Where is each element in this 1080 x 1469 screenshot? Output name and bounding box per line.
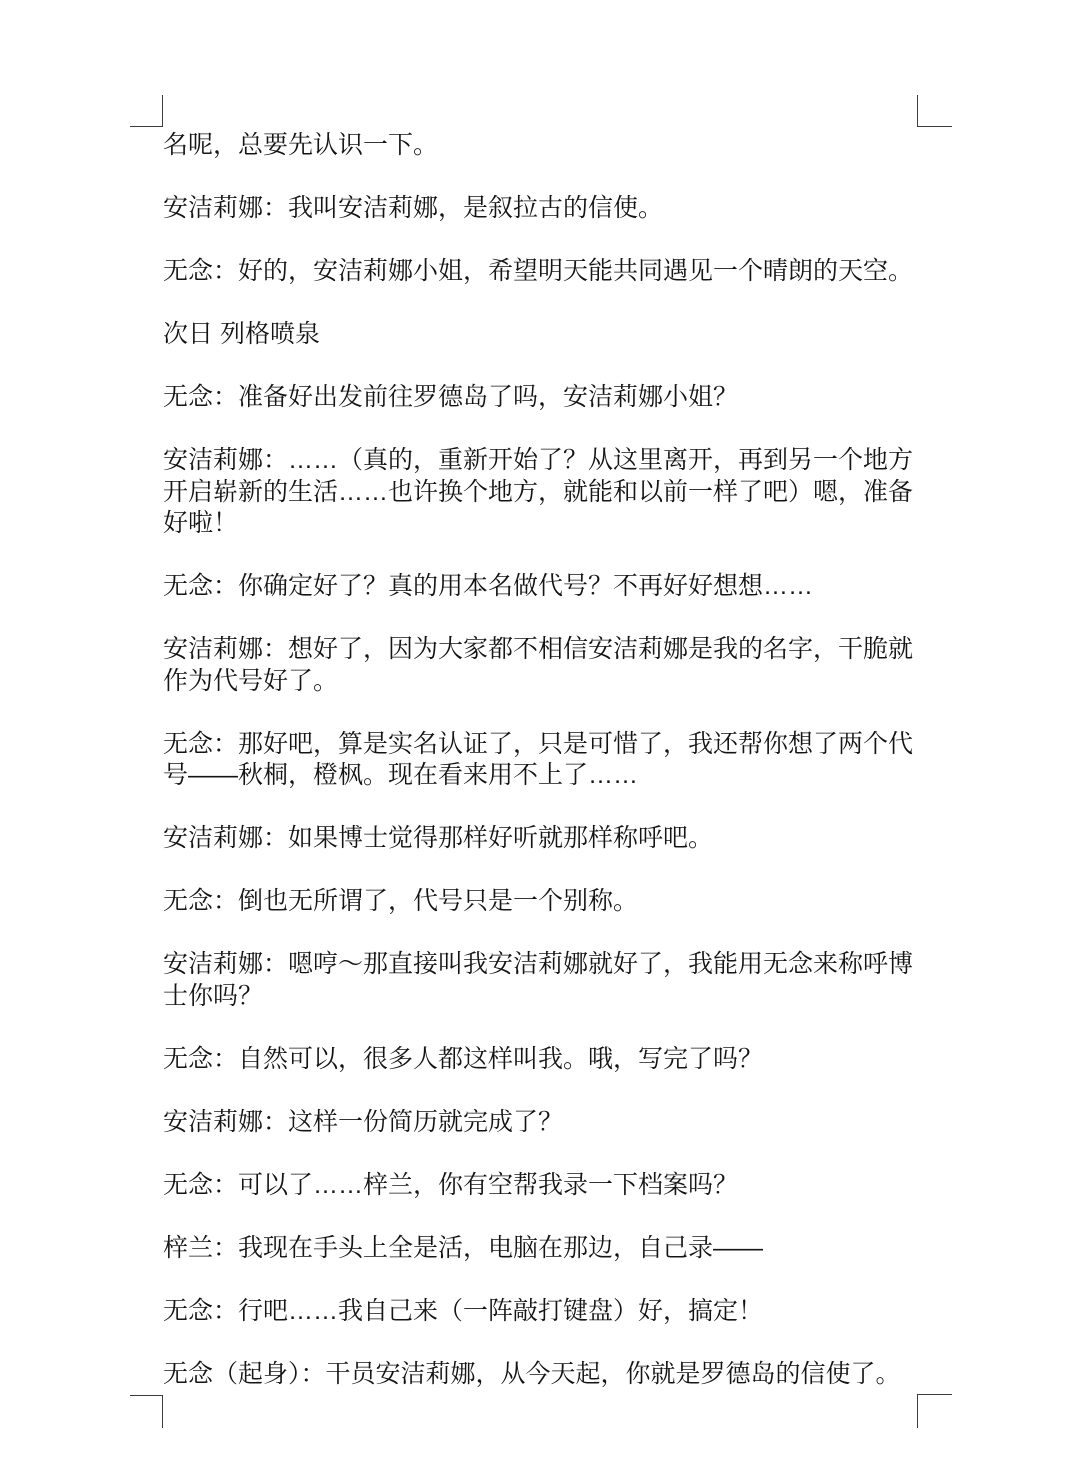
text-boundary-mark-top-left — [130, 95, 163, 127]
text-boundary-mark-top-right — [917, 95, 952, 127]
text-boundary-mark-bottom-left — [130, 1395, 163, 1428]
dialogue-paragraph: 无念：倒也无所谓了，代号只是一个别称。 — [163, 887, 639, 915]
dialogue-paragraph: 安洁莉娜：我叫安洁莉娜，是叙拉古的信使。 — [163, 194, 664, 222]
dialogue-paragraph: 安洁莉娜：……（真的，重新开始了？从这里离开，再到另一个地方开启崭新的生活……也许换个地方，就能和以前一样了吧）嗯，准备好啦！ — [163, 446, 914, 537]
text-boundary-mark-bottom-right — [917, 1394, 952, 1428]
dialogue-paragraph: 无念：你确定好了？真的用本名做代号？不再好好想想…… — [163, 572, 814, 600]
dialogue-paragraph: 无念：可以了……梓兰，你有空帮我录一下档案吗？ — [163, 1170, 739, 1199]
dialogue-paragraph: 梓兰：我现在手头上全是活，电脑在那边，自己录—— — [163, 1233, 764, 1262]
dialogue-paragraph: 安洁莉娜：如果博士觉得那样好听就那样称呼吧。 — [163, 824, 714, 852]
dialogue-paragraph: 安洁莉娜：这样一份简历就完成了？ — [163, 1107, 564, 1136]
dialogue-paragraph: 无念：好的，安洁莉娜小姐，希望明天能共同遇见一个晴朗的天空。 — [163, 257, 914, 285]
dialogue-paragraph: 安洁莉娜：想好了，因为大家都不相信安洁莉娜是我的名字，干脆就作为代号好了。 — [163, 635, 914, 695]
dialogue-paragraph: 无念（起身）：干员安洁莉娜，从今天起，你就是罗德岛的信使了。 — [163, 1359, 901, 1388]
document-text-area — [163, 130, 917, 1390]
dialogue-paragraph: 无念：自然可以，很多人都这样叫我。哦，写完了吗？ — [163, 1044, 764, 1073]
paragraph-continuation: 名呢，总要先认识一下。 — [163, 131, 439, 159]
dialogue-paragraph: 无念：那好吧，算是实名认证了，只是可惜了，我还帮你想了两个代号——秋桐，橙枫。现在看来用不上了…… — [163, 729, 914, 789]
scene-heading: 次日 列格喷泉 — [163, 320, 320, 348]
dialogue-paragraph: 安洁莉娜：嗯哼～那直接叫我安洁莉娜就好了，我能用无念来称呼博士你吗？ — [163, 950, 914, 1010]
dialogue-paragraph: 无念：准备好出发前往罗德岛了吗，安洁莉娜小姐？ — [163, 383, 739, 411]
dialogue-paragraph: 无念：行吧……我自己来（一阵敲打键盘）好，搞定！ — [163, 1296, 764, 1325]
